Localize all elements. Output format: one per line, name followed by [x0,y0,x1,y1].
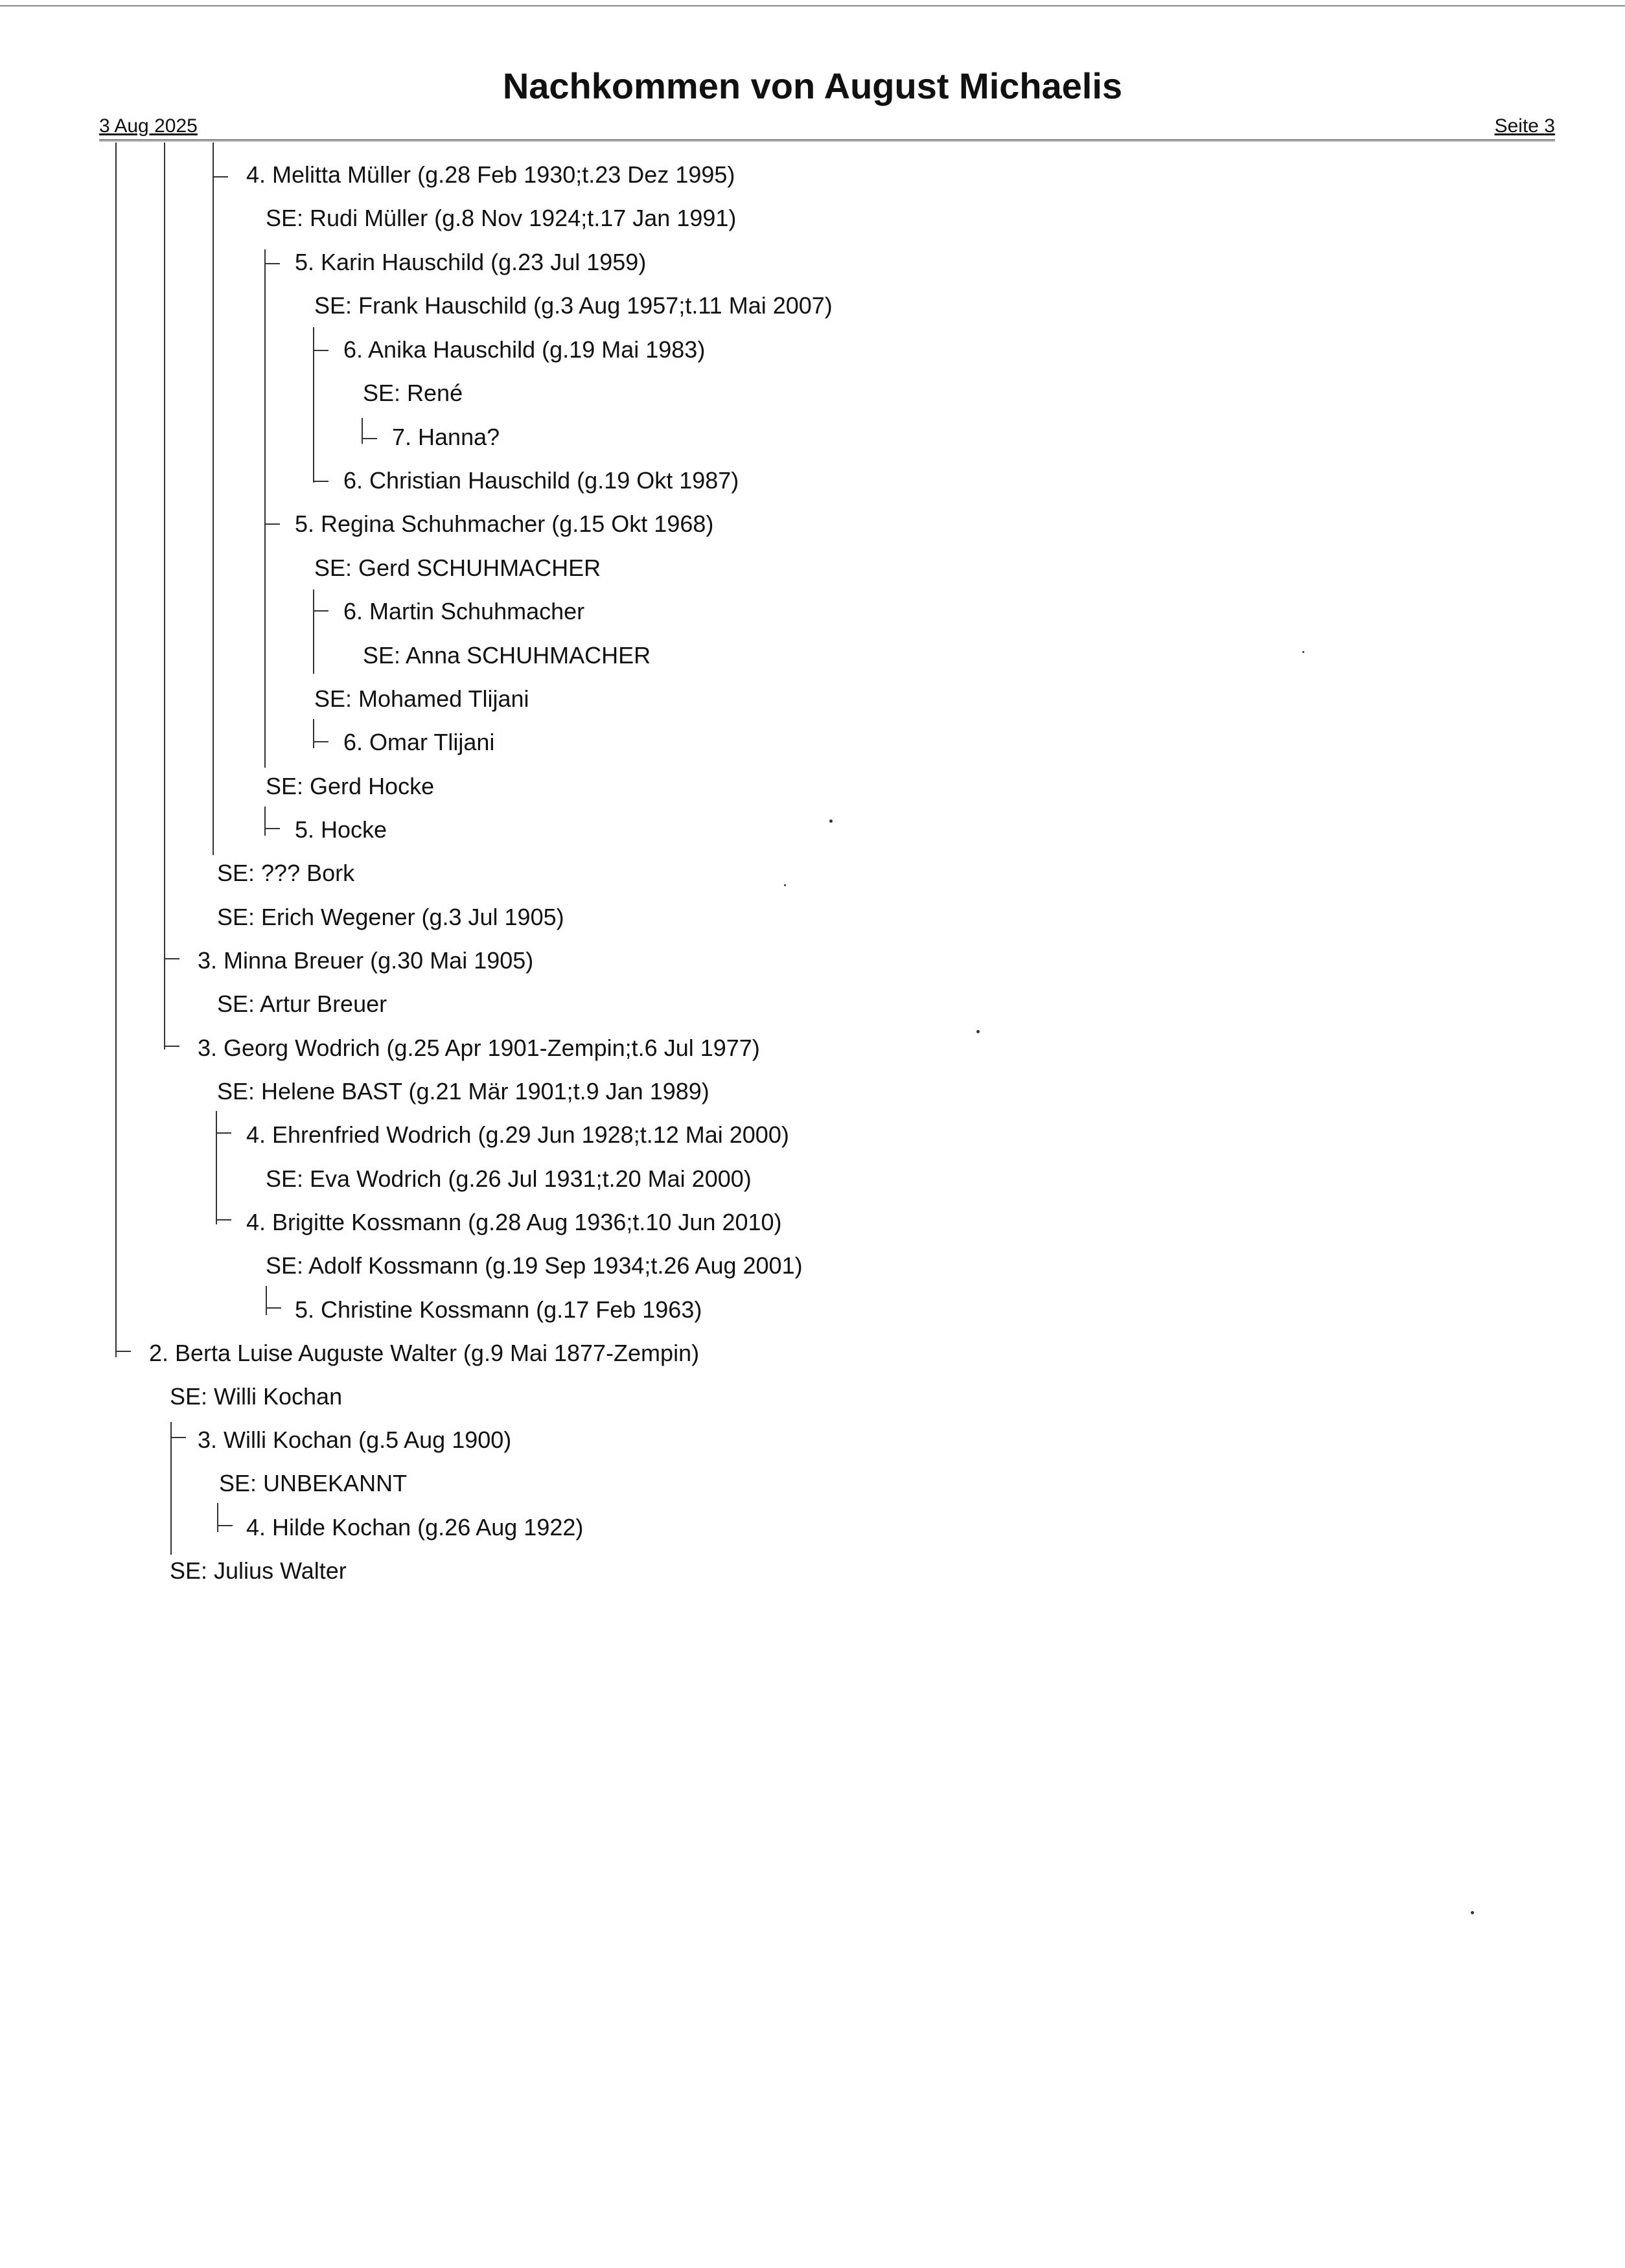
tree-branch [164,958,179,959]
spouse-entry: SE: Eva Wodrich (g.26 Jul 1931;t.20 Mai 2000) [266,1165,752,1192]
tree-line-level4b [216,1111,217,1224]
person-entry: 3. Georg Wodrich (g.25 Apr 1901-Zempin;t.6 Jul 1977) [198,1035,760,1061]
spouse-entry: SE: Gerd SCHUHMACHER [314,555,601,581]
tree-branch [313,481,328,482]
tree-line-level5b [264,807,266,836]
person-entry: 5. Regina Schuhmacher (g.15 Okt 1968) [295,510,714,537]
header-rule [99,139,1555,141]
scan-speck [976,1030,980,1033]
scan-speck [829,819,833,823]
scan-speck [1302,651,1304,653]
tree-line-level3b [170,1422,172,1555]
spouse-entry: SE: Helene BAST (g.21 Mär 1901;t.9 Jan 1989) [217,1078,709,1105]
header-page-number: Seite 3 [1494,115,1555,137]
tree-line-level2 [115,143,117,1357]
tree-line-level3 [164,143,165,1049]
person-entry: 4. Brigitte Kossmann (g.28 Aug 1936;t.10 Jun 2010) [246,1209,782,1235]
person-entry: 3. Willi Kochan (g.5 Aug 1900) [198,1426,512,1453]
person-entry: 6. Anika Hauschild (g.19 Mai 1983) [343,336,706,363]
page-title: Nachkommen von August Michaelis [502,65,1123,106]
tree-line-level4 [213,143,214,855]
tree-branch [266,1307,281,1309]
spouse-entry: SE: ??? Bork [217,860,355,886]
tree-branch [362,438,377,439]
person-entry: 4. Melitta Müller (g.28 Feb 1930;t.23 Dez 1995) [246,161,735,188]
tree-line-level5 [264,249,266,768]
tree-branch [313,741,328,742]
tree-branch [170,1437,186,1438]
spouse-entry: SE: UNBEKANNT [219,1470,408,1496]
person-entry: 2. Berta Luise Auguste Walter (g.9 Mai 1877-Zempin) [149,1340,700,1366]
person-entry: 6. Christian Hauschild (g.19 Okt 1987) [343,467,739,494]
tree-branch [164,1046,179,1047]
person-entry: 5. Karin Hauschild (g.23 Jul 1959) [295,249,647,275]
tree-branch [264,523,280,525]
person-entry: 4. Hilde Kochan (g.26 Aug 1922) [246,1514,584,1541]
tree-line-level5c [266,1286,267,1315]
scan-speck [784,884,786,886]
spouse-entry: SE: Anna SCHUHMACHER [363,642,651,669]
tree-branch [217,1525,233,1526]
person-entry: 7. Hanna? [392,424,500,450]
spouse-entry: SE: Julius Walter [170,1557,347,1584]
person-entry: 5. Hocke [295,816,387,843]
tree-line-level6c [313,719,314,748]
scan-speck [1471,1911,1474,1914]
spouse-entry: SE: René [363,380,463,406]
tree-branch [313,350,328,351]
person-entry: 6. Omar Tlijani [343,729,495,755]
tree-line-level6b [313,590,314,674]
tree-branch [264,263,280,264]
spouse-entry: SE: Rudi Müller (g.8 Nov 1924;t.17 Jan 1991) [266,205,737,231]
spouse-entry: SE: Adolf Kossmann (g.19 Sep 1934;t.26 Aug 2001) [266,1252,803,1279]
top-border-line [0,5,1625,6]
tree-branch [216,1219,231,1220]
tree-branch [213,176,228,178]
tree-branch [115,1351,131,1352]
person-entry: 3. Minna Breuer (g.30 Mai 1905) [198,947,534,974]
spouse-entry: SE: Erich Wegener (g.3 Jul 1905) [217,904,564,930]
spouse-entry: SE: Frank Hauschild (g.3 Aug 1957;t.11 Mai 2007) [314,292,833,319]
person-entry: 5. Christine Kossmann (g.17 Feb 1963) [295,1296,702,1323]
tree-branch [264,828,280,829]
spouse-entry: SE: Willi Kochan [170,1383,343,1410]
person-entry: 4. Ehrenfried Wodrich (g.29 Jun 1928;t.12 Mai 2000) [246,1121,789,1148]
tree-line-level7 [362,418,363,444]
spouse-entry: SE: Mohamed Tlijani [314,685,529,712]
tree-line-level4c [217,1503,218,1532]
tree-branch [216,1132,231,1134]
spouse-entry: SE: Artur Breuer [217,991,387,1017]
tree-branch [313,610,328,612]
header-date: 3 Aug 2025 [99,115,198,137]
person-entry: 6. Martin Schuhmacher [343,598,585,624]
spouse-entry: SE: Gerd Hocke [266,773,435,799]
